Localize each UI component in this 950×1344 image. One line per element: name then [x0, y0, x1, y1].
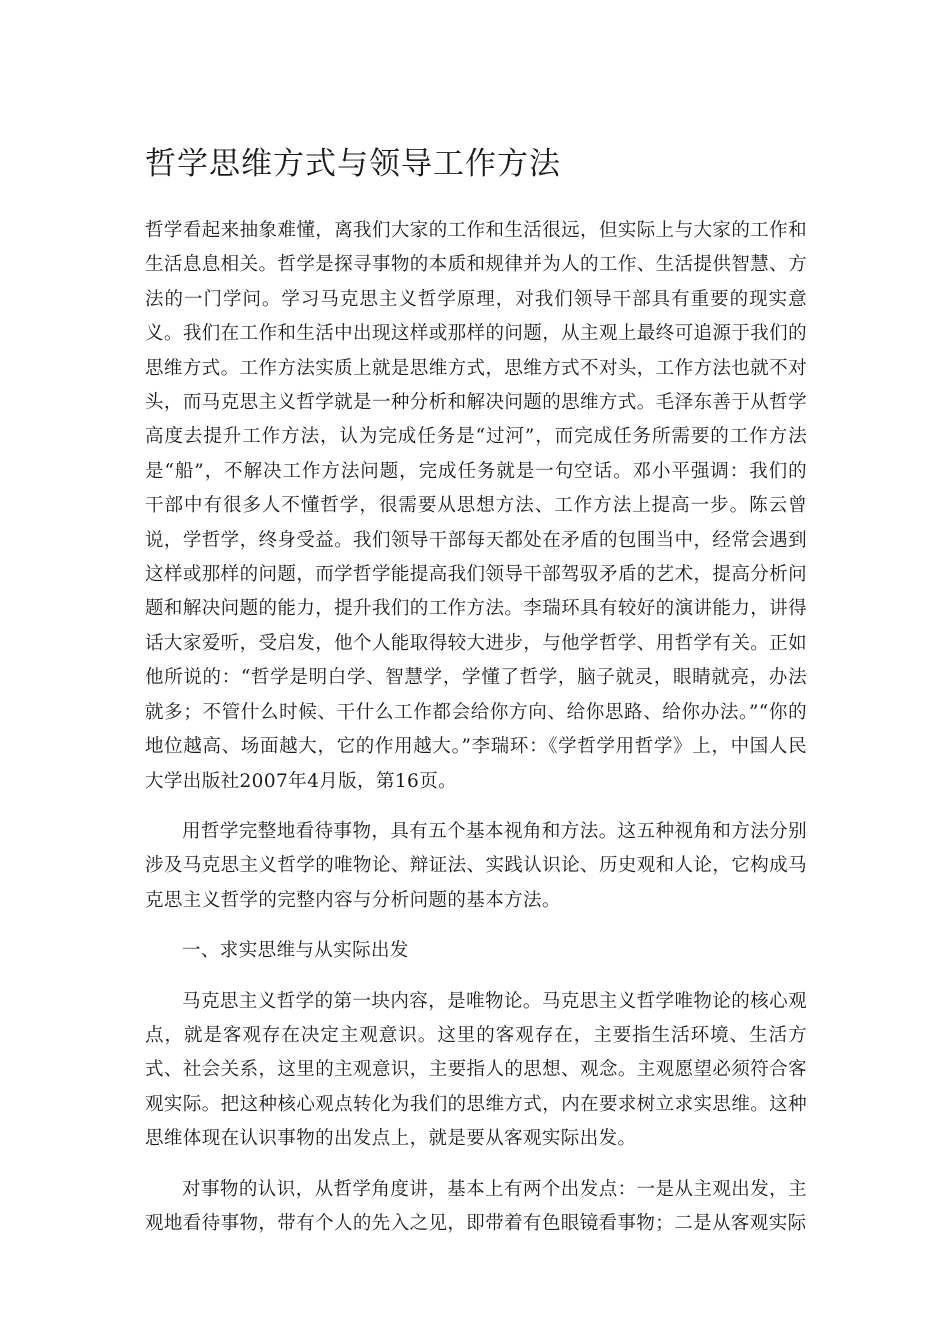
section-heading: 一、求实思维与从实际出发	[182, 940, 409, 962]
paragraph-intro: 哲学看起来抽象难懂，离我们大家的工作和生活很远，但实际上与大家的工作和生活息息相关。哲学是探寻事物的本质和规律并为人的工作、生活提供智慧、方法的一门学问。学习马克思主义哲学原理，对我们领导干部具有重要的现实意义。我们在工作和生活中出现这样或那样的问题，从主观上最终可追源于我们的思维方式。工作方法实质上就是思维方式，思维方式不对头，工作方法也就不对头，而马克思主义哲学就是一种分析和解决问题的思维方式。毛泽东善于从哲学高度去提升工作方法，认为完成任务是“过河”，而完成任务所需要的工作方法是“船”，不解决工作方法问题，完成任务就是一句空话。邓小平强调：我们的干部中有很多人不懂哲学，很需要从思想方法、工作方法上提高一步。陈云曾说，学哲学，终身受益。我们领导干部每天都处在矛盾的包围当中，经常会遇到这样或那样的问题，而学哲学能提高我们领导干部驾驭矛盾的艺术，提高分析问题和解决问题的能力，提升我们的工作方法。李瑞环具有较好的演讲能力，讲得话大家爱听，受启发，他个人能取得较大进步，与他学哲学、用哲学有关。正如他所说的：“哲学是明白学、智慧学，学懂了哲学，脑子就灵，眼睛就亮，办法就多；不管什么时候、干什么工作都会给你方向、给你思路、给你办法。”“你的地位越高、场面越大，它的作用越大。”李瑞环：《学哲学用哲学》上，中国人民大学出版社2007年4月版，第16页。	[145, 220, 807, 792]
paragraph-materialism: 马克思主义哲学的第一块内容，是唯物论。马克思主义哲学唯物论的核心观点，就是客观存在决定主观意识。这里的客观存在，主要指生活环境、生活方式、社会关系，这里的主观意识，主要指人的思想、观念。主观愿望必须符合客观实际。把这种核心观点转化为我们的思维方式，内在要求树立求实思维。这种思维体现在认识事物的出发点上，就是要从客观实际出发。	[145, 990, 807, 1150]
paragraph-five-perspectives: 用哲学完整地看待事物，具有五个基本视角和方法。这五种视角和方法分别涉及马克思主义哲学的唯物论、辩证法、实践认识论、历史观和人论，它构成马克思主义哲学的完整内容与分析问题的基本方法。	[145, 820, 807, 911]
paragraph-starting-points: 对事物的认识，从哲学角度讲，基本上有两个出发点：一是从主观出发，主观地看待事物，带有个人的先入之见，即带着有色眼镜看事物；二是从客观实际	[145, 1178, 807, 1234]
document-title: 哲学思维方式与领导工作方法	[145, 146, 561, 182]
document-body	[145, 214, 807, 1241]
